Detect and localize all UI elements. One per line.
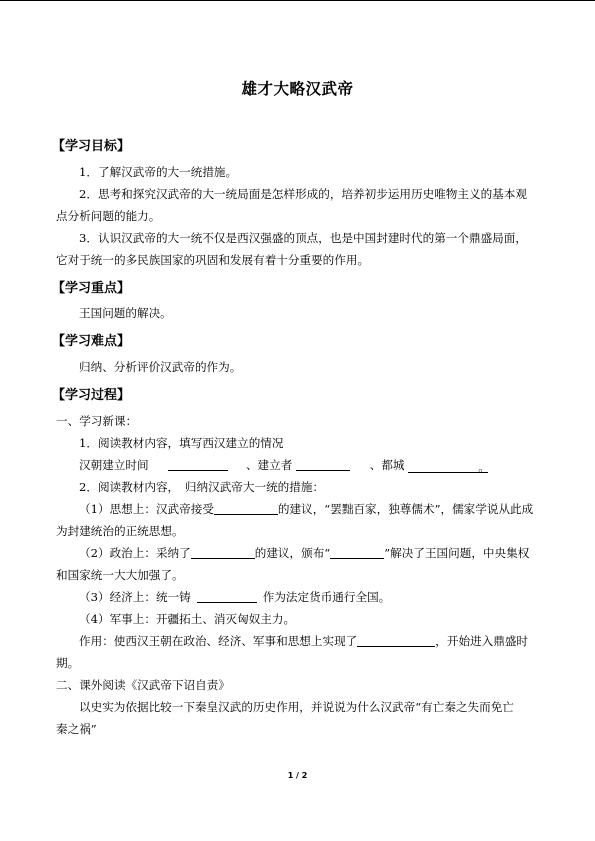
question-2: 2．阅读教材内容， 归纳汉武帝大一统的措施： [79,480,325,494]
measure-economy-post: 作为法定货币通行全国。 [262,590,391,604]
founding-time-label: 汉朝建立时间 [79,458,149,472]
measure-thought-line1 [79,502,533,516]
capital-blank[interactable] [408,460,488,473]
question-1: 1．阅读教材内容，填写西汉建立的情况 [79,436,284,450]
effect-pre: 作用：使西汉王朝在政治、经济、军事和思想上实现了 [79,634,358,648]
effect-line1 [79,634,528,648]
capital-label: 、都城 [369,458,405,472]
objective-1: 1．了解汉武帝的大一统措施。 [79,165,238,179]
founder-blank[interactable] [296,458,350,471]
section-heading-key-point: 【学习重点】 [52,281,131,296]
objective-3-line1: 3．认识汉武帝的大一统不仅是西汉强盛的顶点，也是中国封建时代的第一个鼎盛局面， [79,231,527,245]
part2-title: 二、课外阅读《汉武帝下诏自责》 [56,678,230,692]
part1-title: 一、学习新课： [56,414,138,428]
thought-blank[interactable] [214,502,278,515]
measure-economy [79,590,390,604]
part2-question-line1: 以史实为依据比较一下秦皇汉武的历史作用，并说说为什么汉武帝“有亡秦之失而免亡 [79,700,514,714]
section-heading-process: 【学习过程】 [52,388,131,403]
politics-advisor-blank[interactable] [191,546,255,559]
measure-economy-pre: （3）经济上：统一铸 [79,590,191,604]
objective-3-line2: 它对于统一的多民族国家的巩固和发展有着十分重要的作用。 [56,253,370,267]
capital-end-mark: 。 [478,460,490,474]
page-title: 雄才大略汉武帝 [241,79,354,98]
effect-post: ，开始进入鼎盛时 [435,634,529,648]
part2-question-line2: 秦之祸” [56,722,97,736]
measure-politics-mid: 的建议，颁布“ [254,546,331,560]
measure-politics-line2: 和国家统一大大加强了。 [56,568,184,582]
founder-label: 、建立者 [245,458,293,472]
economy-blank[interactable] [197,590,257,603]
founding-time-blank[interactable] [168,458,228,471]
difficulty-text: 归纳、分析评价汉武帝的作为。 [79,360,242,374]
effect-blank[interactable] [357,634,435,647]
measure-politics-pre: （2）政治上：采纳了 [79,546,191,560]
measure-military: （4）军事上：开疆拓土、消灭匈奴主力。 [79,612,296,626]
measure-thought-pre: （1）思想上：汉武帝接受 [79,502,214,516]
measure-thought-post: 的建议，“罢黜百家，独尊儒术”，儒家学说从此成 [277,502,534,516]
measure-thought-line2: 为封建统治的正统思想。 [56,524,184,538]
question-1-fill-line [79,458,488,473]
page-number: 1 / 2 [287,771,308,780]
politics-decree-blank[interactable] [330,546,384,559]
key-point-text: 王国问题的解决。 [79,306,172,320]
effect-line2: 期。 [56,656,80,670]
objective-2-line1: 2．思考和探究汉武帝的大一统局面是怎样形成的，培养初步运用历史唯物主义的基本观 [79,187,527,201]
measure-politics-post: ”解决了王国问题，中央集权 [384,546,530,560]
measure-politics-line1 [79,546,529,560]
objective-2-line2: 点分析问题的能力。 [56,209,161,223]
section-heading-objectives: 【学习目标】 [52,139,131,154]
section-heading-difficulty: 【学习难点】 [52,334,131,349]
